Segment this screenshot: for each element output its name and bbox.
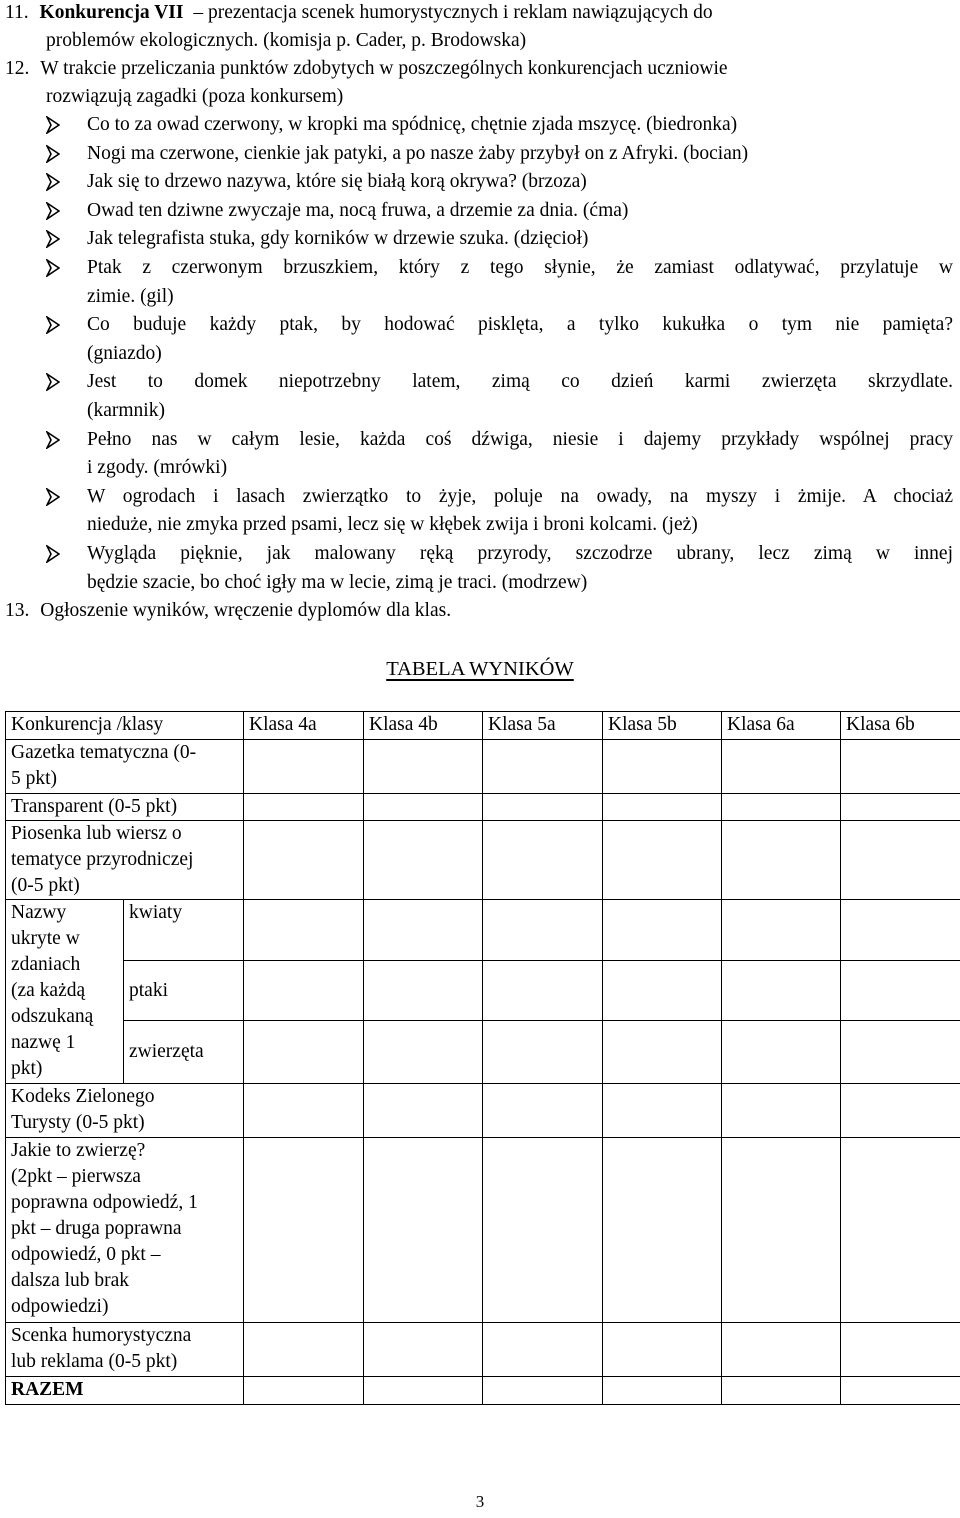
header-klasa-6a: Klasa 6a xyxy=(722,712,841,740)
bullet-arrow-icon xyxy=(46,145,70,171)
score-cell[interactable] xyxy=(244,961,364,1021)
table-row-kwiaty xyxy=(6,900,960,961)
score-cell[interactable] xyxy=(603,1323,722,1377)
score-cell[interactable] xyxy=(483,1138,603,1323)
bullet-arrow-icon xyxy=(46,373,70,399)
table-row-jakie xyxy=(6,1138,960,1323)
riddle-text-line: nieduże, nie zmyka przed psami, lecz się w kłębek zwija i broni kolcami. (jeż) xyxy=(87,514,698,536)
score-cell[interactable] xyxy=(603,900,722,961)
score-cell[interactable] xyxy=(603,794,722,821)
score-cell[interactable] xyxy=(364,1084,483,1138)
row-label-ptaki: ptaki xyxy=(124,961,244,1021)
header-klasa-5a: Klasa 5a xyxy=(483,712,603,740)
score-cell[interactable] xyxy=(841,1323,960,1377)
score-cell[interactable] xyxy=(603,1021,722,1084)
table-header-row xyxy=(6,712,960,740)
riddle-text-line: Ptak z czerwonym brzuszkiem, który z tego słynie, że zamiast odlatywać, przylatuje w xyxy=(87,257,953,278)
row-label-scenka: Scenka humorystyczna lub reklama (0-5 pkt) xyxy=(6,1323,244,1377)
bullet-arrow-icon xyxy=(46,116,70,142)
score-cell[interactable] xyxy=(364,1138,483,1323)
row-label-piosenka: Piosenka lub wiersz o tematyce przyrodniczej (0-5 pkt) xyxy=(6,821,244,900)
table-row-transparent xyxy=(6,794,960,821)
table-row-zwierzeta xyxy=(6,1021,960,1084)
score-cell[interactable] xyxy=(841,900,960,961)
riddle-text-line: (karmnik) xyxy=(87,400,165,421)
score-cell[interactable] xyxy=(841,961,960,1021)
score-cell[interactable] xyxy=(722,740,841,794)
score-cell[interactable] xyxy=(841,1021,960,1084)
bullet-arrow-icon xyxy=(46,431,70,457)
row-label-nazwy: Nazwy ukryte w zdaniach (za każdą odszukaną nazwę 1 pkt) xyxy=(6,900,124,1084)
riddle-text-line: (gniazdo) xyxy=(87,342,162,364)
score-cell[interactable] xyxy=(244,740,364,794)
riddle-text-line: zimie. (gil) xyxy=(87,285,174,307)
riddle-text-line: Wygląda pięknie, jak malowany ręką przyrody, szczodrze ubrany, lecz zimą w innej xyxy=(87,543,953,564)
riddle-text-line: Co to za owad czerwony, w kropki ma spódnicę, chętnie zjada mszycę. (biedronka) xyxy=(87,114,738,135)
item-12-line-2: rozwiązują zagadki (poza konkursem) xyxy=(46,86,344,107)
score-cell[interactable] xyxy=(841,1138,960,1323)
riddle-text-line: Pełno nas w całym lesie, każda coś dźwiga, niesie i dajemy przykłady wspólnej pracy xyxy=(87,428,953,450)
score-cell[interactable] xyxy=(841,794,960,821)
table-row-piosenka xyxy=(6,821,960,900)
results-table xyxy=(5,711,960,1405)
score-cell[interactable] xyxy=(603,821,722,900)
score-cell[interactable] xyxy=(244,794,364,821)
item-13-text: Ogłoszenie wyników, wręczenie dyplomów dla klas. xyxy=(40,600,452,621)
score-cell[interactable] xyxy=(603,740,722,794)
score-cell[interactable] xyxy=(483,1021,603,1084)
riddle-text-line: Co buduje każdy ptak, by hodować pisklęta, a tylko kukułka o tym nie pamięta? xyxy=(87,314,953,336)
score-cell[interactable] xyxy=(483,900,603,961)
score-cell[interactable] xyxy=(603,1138,722,1323)
bullet-arrow-icon xyxy=(46,259,70,285)
score-cell[interactable] xyxy=(603,961,722,1021)
table-row-kodeks xyxy=(6,1084,960,1138)
bullet-arrow-icon xyxy=(46,545,70,571)
item-13-line xyxy=(5,598,451,624)
row-label-gazetka: Gazetka tematyczna (0- 5 pkt) xyxy=(6,740,244,794)
item-11-text: – prezentacja scenek humorystycznych i reklam nawiązujących do xyxy=(193,2,713,23)
score-cell[interactable] xyxy=(722,1323,841,1377)
riddle-text-line: Nogi ma czerwone, cienkie jak patyki, a po nasze żaby przybył on z Afryki. (bocian) xyxy=(87,142,749,164)
score-cell[interactable] xyxy=(244,1021,364,1084)
header-konkurencja: Konkurencja /klasy xyxy=(6,712,244,740)
score-cell[interactable] xyxy=(364,900,483,961)
score-cell[interactable] xyxy=(841,1377,960,1405)
bullet-arrow-icon xyxy=(46,488,70,514)
score-cell[interactable] xyxy=(722,1021,841,1084)
row-label-kodeks: Kodeks Zielonego Turysty (0-5 pkt) xyxy=(6,1084,244,1138)
table-row-scenka xyxy=(6,1323,960,1377)
table-title: TABELA WYNIKÓW xyxy=(386,658,574,680)
riddle-text-line: będzie szacie, bo choć igły ma w lecie, zimą je traci. (modrzew) xyxy=(87,571,588,593)
header-klasa-5b: Klasa 5b xyxy=(603,712,722,740)
score-cell[interactable] xyxy=(483,740,603,794)
bullet-arrow-icon xyxy=(46,230,70,256)
item-11-line-2: problemów ekologicznych. (komisja p. Cader, p. Brodowska) xyxy=(46,30,527,51)
row-label-transparent: Transparent (0-5 pkt) xyxy=(6,794,244,821)
score-cell[interactable] xyxy=(483,1377,603,1405)
header-klasa-6b: Klasa 6b xyxy=(841,712,960,740)
row-label-zwierzeta: zwierzęta xyxy=(124,1021,244,1084)
score-cell[interactable] xyxy=(841,1084,960,1138)
score-cell[interactable] xyxy=(603,1084,722,1138)
page-number: 3 xyxy=(475,1492,485,1511)
score-cell[interactable] xyxy=(483,794,603,821)
score-cell[interactable] xyxy=(483,961,603,1021)
score-cell[interactable] xyxy=(364,1021,483,1084)
riddle-text-line: Owad ten dziwne zwyczaje ma, nocą fruwa, a drzemie za dnia. (ćma) xyxy=(87,199,629,221)
riddle-text-line: i zgody. (mrówki) xyxy=(87,457,228,479)
score-cell[interactable] xyxy=(483,1084,603,1138)
score-cell[interactable] xyxy=(244,1084,364,1138)
item-11-number: 11. xyxy=(5,2,29,23)
score-cell[interactable] xyxy=(841,821,960,900)
table-row-ptaki xyxy=(6,961,960,1021)
row-label-kwiaty: kwiaty xyxy=(124,900,244,961)
score-cell[interactable] xyxy=(364,961,483,1021)
item-12-text: W trakcie przeliczania punktów zdobytych w poszczególnych konkurencjach uczniowie xyxy=(40,58,728,79)
score-cell[interactable] xyxy=(722,821,841,900)
item-13-number: 13. xyxy=(5,600,30,621)
table-row-gazetka xyxy=(6,740,960,794)
item-11-title: Konkurencja VII xyxy=(39,2,184,23)
score-cell[interactable] xyxy=(364,1377,483,1405)
row-label-jakie: Jakie to zwierzę? (2pkt – pierwsza poprawna odpowiedź, 1 pkt – druga poprawna odpowiedź, 0 pkt – dalsza lub brak odpowiedzi) xyxy=(6,1138,244,1323)
riddle-text-line: W ogrodach i lasach zwierzątko to żyje, poluje na owady, na myszy i żmije. A chociaż xyxy=(87,485,953,507)
riddle-text-line: Jak telegrafista stuka, gdy korników w drzewie szuka. (dzięcioł) xyxy=(87,228,589,250)
bullet-arrow-icon xyxy=(46,316,70,342)
riddle-text-line: Jest to domek niepotrzebny latem, zimą co dzień karmi zwierzęta skrzydlate. xyxy=(87,371,953,393)
item-12-line-1 xyxy=(5,56,728,82)
riddle-text-line: Jak się to drzewo nazywa, które się białą korą okrywa? (brzoza) xyxy=(87,171,587,193)
score-cell[interactable] xyxy=(244,821,364,900)
header-klasa-4a: Klasa 4a xyxy=(244,712,364,740)
score-cell[interactable] xyxy=(244,1323,364,1377)
score-cell[interactable] xyxy=(483,821,603,900)
header-klasa-4b: Klasa 4b xyxy=(364,712,483,740)
score-cell[interactable] xyxy=(364,740,483,794)
score-cell[interactable] xyxy=(244,1377,364,1405)
score-cell[interactable] xyxy=(722,1377,841,1405)
score-cell[interactable] xyxy=(603,1377,722,1405)
score-cell[interactable] xyxy=(483,1323,603,1377)
score-cell[interactable] xyxy=(244,1138,364,1323)
score-cell[interactable] xyxy=(722,961,841,1021)
score-cell[interactable] xyxy=(244,900,364,961)
score-cell[interactable] xyxy=(722,1084,841,1138)
table-row-razem xyxy=(6,1377,960,1405)
bullet-arrow-icon xyxy=(46,173,70,199)
row-label-razem: RAZEM xyxy=(6,1377,244,1405)
score-cell[interactable] xyxy=(841,740,960,794)
score-cell[interactable] xyxy=(364,1323,483,1377)
score-cell[interactable] xyxy=(722,900,841,961)
score-cell[interactable] xyxy=(722,1138,841,1323)
score-cell[interactable] xyxy=(364,821,483,900)
score-cell[interactable] xyxy=(364,794,483,821)
item-11-line-1 xyxy=(5,0,713,26)
bullet-arrow-icon xyxy=(46,202,70,228)
item-12-number: 12. xyxy=(5,58,30,79)
score-cell[interactable] xyxy=(722,794,841,821)
